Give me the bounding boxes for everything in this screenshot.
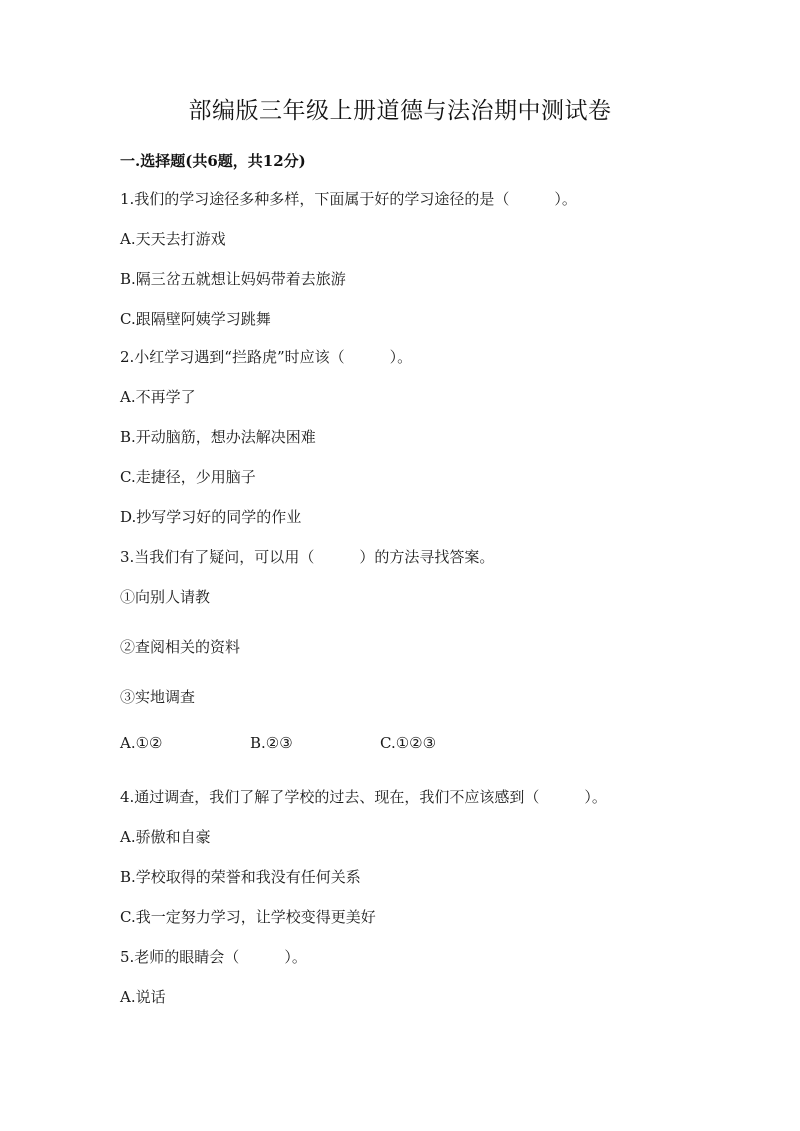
question-1-stem: 1.我们的学习途径多种多样，下面属于好的学习途径的是（ ）。: [120, 190, 577, 208]
page-title: 部编版三年级上册道德与法治期中测试卷: [188, 98, 612, 124]
section-heading: 一.选择题(共6题，共12分): [120, 152, 306, 170]
question-4-option-a: A.骄傲和自豪: [120, 828, 211, 846]
question-2-option-a: A.不再学了: [120, 388, 196, 406]
question-3-option-b: B.②③: [250, 734, 293, 752]
question-4-option-b: B.学校取得的荣誉和我没有任何关系: [120, 868, 361, 886]
question-3-statement-3: ③实地调查: [120, 688, 196, 706]
question-3-option-a: A.①②: [120, 734, 163, 752]
question-1-option-b: B.隔三岔五就想让妈妈带着去旅游: [120, 270, 346, 288]
question-2-option-d: D.抄写学习好的同学的作业: [120, 508, 302, 526]
question-1-option-c: C.跟隔壁阿姨学习跳舞: [120, 310, 271, 328]
question-5-option-a: A.说话: [120, 988, 166, 1006]
question-3-option-c: C.①②③: [380, 734, 437, 752]
question-2-option-c: C.走捷径，少用脑子: [120, 468, 256, 486]
question-3-stem: 3.当我们有了疑问，可以用（ ）的方法寻找答案。: [120, 548, 495, 566]
question-4-stem: 4.通过调查，我们了解了学校的过去、现在，我们不应该感到（ ）。: [120, 788, 607, 806]
question-5-stem: 5.老师的眼睛会（ ）。: [120, 948, 307, 966]
question-2-stem: 2.小红学习遇到“拦路虎”时应该（ ）。: [120, 348, 413, 366]
question-3-statement-2: ②查阅相关的资料: [120, 638, 241, 656]
question-4-option-c: C.我一定努力学习，让学校变得更美好: [120, 908, 376, 926]
question-3-statement-1: ①向别人请教: [120, 588, 211, 606]
question-1-option-a: A.天天去打游戏: [120, 230, 226, 248]
question-2-option-b: B.开动脑筋，想办法解决困难: [120, 428, 316, 446]
